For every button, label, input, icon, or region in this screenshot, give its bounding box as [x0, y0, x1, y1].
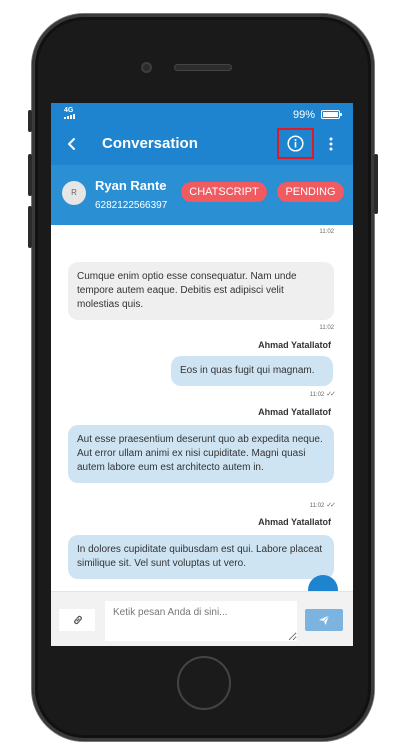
status-badge[interactable]: PENDING — [277, 182, 344, 202]
sender-name: Ahmad Yatallatof — [258, 340, 331, 350]
attach-button[interactable] — [59, 609, 95, 631]
app-screen — [51, 103, 353, 646]
power-button — [374, 154, 378, 214]
info-circle-icon[interactable] — [287, 135, 304, 152]
earpiece-speaker — [174, 64, 232, 71]
network-type: 4G — [64, 107, 74, 114]
message-meta — [310, 501, 334, 509]
tag-chatscript[interactable]: CHATSCRIPT — [181, 182, 267, 202]
status-bar — [51, 103, 353, 125]
front-camera — [141, 62, 152, 73]
home-button[interactable] — [177, 656, 231, 710]
double-check-icon: ✓✓ — [326, 391, 334, 398]
contact-header — [51, 165, 353, 225]
sender-name: Ahmad Yatallatof — [258, 407, 331, 417]
outgoing-message[interactable]: Aut esse praesentium deserunt quo ab expedita neque. Aut error ullam animi ex nisi cupiditate. Magni quasi autem labore eum est architecto autem in. — [68, 425, 334, 483]
volume-up-button — [28, 154, 32, 196]
contact-name: Ryan Rante — [95, 178, 167, 193]
mute-switch — [28, 110, 32, 132]
link-icon — [72, 614, 84, 626]
outgoing-message[interactable]: In dolores cupiditate quibusdam est qui. Labore placeat similique sit. Vel sunt voluptas ut vero. — [68, 535, 334, 579]
avatar: R — [62, 181, 86, 205]
sender-name: Ahmad Yatallatof — [258, 517, 331, 527]
message-time: 11:02 — [319, 325, 334, 331]
message-time: 11:02 — [319, 229, 334, 235]
composer-bar — [51, 591, 353, 646]
app-bar — [51, 125, 353, 165]
send-icon — [318, 614, 330, 626]
message-meta — [310, 390, 334, 398]
more-vertical-icon[interactable] — [326, 136, 336, 152]
outgoing-message[interactable]: Eos in quas fugit qui magnam. — [171, 356, 333, 386]
double-check-icon: ✓✓ — [326, 502, 334, 509]
send-button[interactable] — [305, 609, 343, 631]
signal-icon — [64, 114, 75, 119]
volume-down-button — [28, 206, 32, 248]
battery-percent: 99% — [292, 109, 315, 121]
message-list[interactable] — [51, 225, 353, 591]
page-title: Conversation — [102, 135, 198, 152]
contact-phone: 6282122566397 — [95, 200, 168, 211]
incoming-message[interactable]: Cumque enim optio esse consequatur. Nam unde tempore autem eaque. Debitis est adipisci velit molestias quis. — [68, 262, 334, 320]
chevron-left-icon[interactable] — [63, 135, 81, 153]
message-time: 11:02 — [309, 503, 325, 509]
message-input[interactable] — [105, 601, 297, 641]
message-time: 11:02 — [309, 392, 325, 398]
battery-icon — [321, 110, 340, 119]
